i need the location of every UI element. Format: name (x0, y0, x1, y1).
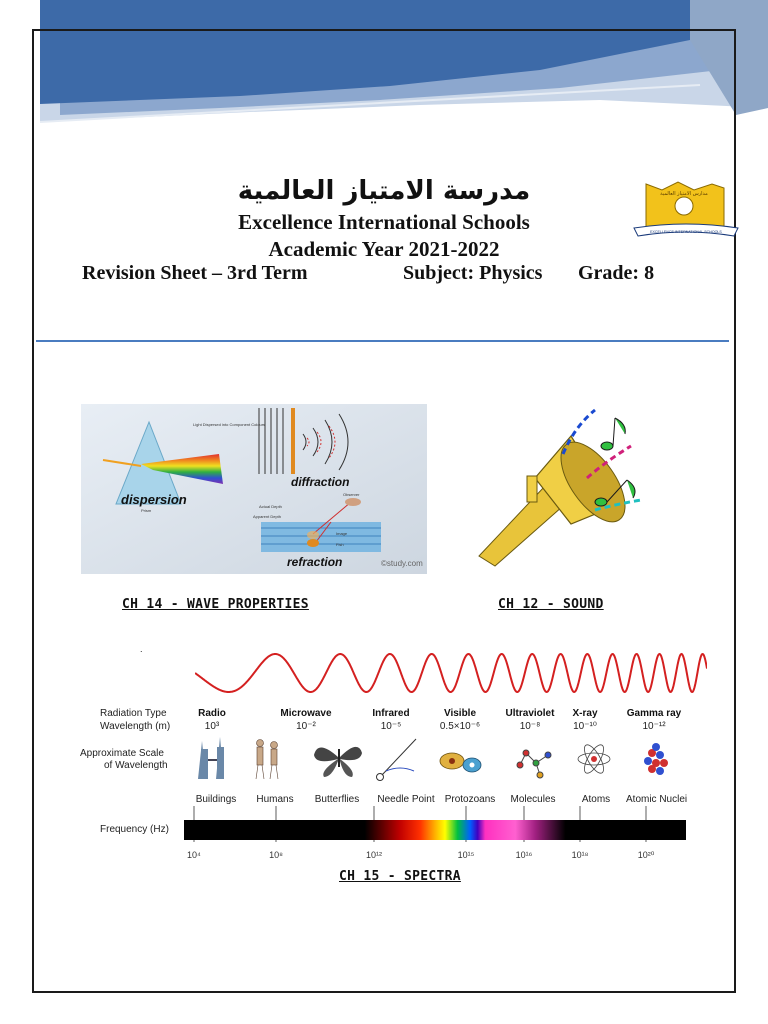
em-wave-line (195, 654, 707, 692)
diffraction-label: diffraction (291, 475, 350, 489)
radiation-wavelength: 10⁻⁸ (519, 721, 541, 732)
scale-label-atomic-nuclei: Atomic Nuclei (626, 794, 688, 805)
buildings-icon (198, 737, 224, 779)
frequency-tick: 10¹⁶ (515, 850, 533, 860)
radiation-wavelength: 0.5×10⁻⁶ (439, 721, 481, 732)
study-watermark: ©study.com (381, 559, 423, 568)
wave-properties-image (81, 404, 427, 574)
radiation-type-name: Visible (443, 708, 477, 719)
atom-icon (578, 742, 610, 776)
scale-label: Humans (256, 794, 294, 805)
frequency-tick: 10¹⁸ (571, 850, 589, 860)
radiation-wavelength: 10⁻¹⁰ (573, 721, 597, 732)
ch12-caption: CH 12 - SOUND (498, 597, 604, 612)
nucleus-icon (644, 743, 668, 775)
wavelength-label: Wavelength (m) (100, 721, 171, 732)
fish-shape (307, 539, 319, 547)
protozoans-icon (440, 753, 481, 772)
frequency-tick: 10¹² (365, 850, 382, 860)
butterfly-icon (314, 747, 362, 777)
radiation-type-name: Infrared (372, 708, 410, 719)
scale-label-2: of Wavelength (104, 760, 168, 771)
scale-label: Buildings (195, 794, 237, 805)
radiation-type-name: Gamma ray (626, 708, 682, 719)
frequency-spectrum-bar (184, 820, 686, 840)
school-name: Excellence International Schools (238, 210, 530, 234)
funnel-handle (527, 476, 537, 502)
dispersion-caption: dispersion (121, 492, 187, 507)
molecules-icon (517, 750, 551, 778)
radiation-wavelength: 10⁻¹² (642, 721, 666, 732)
frequency-bar (180, 806, 688, 842)
stray-dot: . (140, 644, 143, 654)
observer-eye (345, 498, 361, 506)
scale-label: Needle Point (377, 794, 435, 805)
frequency-tick: 10¹⁵ (457, 850, 475, 860)
scale-label: Atoms (581, 794, 611, 805)
frequency-tick: 10²⁰ (637, 850, 655, 860)
scale-icons (190, 735, 710, 785)
subject-label: Subject: Physics (403, 262, 543, 284)
radiation-wavelength: 10⁻⁵ (380, 721, 402, 732)
header-divider (36, 340, 729, 342)
ch14-caption: CH 14 - WAVE PROPERTIES (122, 597, 309, 612)
scale-label: Molecules (510, 794, 556, 805)
em-wave (195, 648, 707, 698)
fish-label: Fish (336, 542, 344, 547)
ch15-caption: CH 15 - SPECTRA (339, 869, 461, 884)
grade-label: Grade: 8 (578, 262, 655, 284)
observer-label: Observer (343, 492, 360, 497)
frequency-tick: 10⁸ (269, 850, 283, 860)
scale-label-1: Approximate Scale (80, 748, 164, 759)
frequency-tick: 10⁴ (187, 850, 201, 860)
light-dispersed-label: Light Dispersed into Component Colours (193, 422, 266, 427)
scale-label: Butterflies (314, 794, 360, 805)
radiation-type-name: Microwave (280, 708, 332, 719)
scale-label: Protozoans (444, 794, 496, 805)
apparent-depth-label: Apparent Depth (253, 514, 282, 519)
radiation-wavelength: 10⁻² (296, 721, 316, 732)
radiation-wavelength: 10³ (204, 721, 220, 732)
diffraction-barrier (291, 408, 295, 474)
refraction-label: refraction (287, 555, 343, 569)
actual-depth-label: Actual Depth (259, 504, 282, 509)
humans-icon (256, 740, 278, 780)
prism-label: Prism (141, 508, 152, 513)
image-label: Image (336, 531, 348, 536)
radiation-type-name: Ultraviolet (505, 708, 555, 719)
logo-arabic-text: مدارس الامتياز العالمية (660, 191, 708, 197)
needle-icon (377, 739, 417, 781)
radiation-type-label: Radiation Type (100, 708, 167, 719)
arabic-title: مدرسة الامتياز العالمية (237, 176, 531, 206)
music-note-1 (601, 418, 625, 450)
revision-sheet-title: Revision Sheet – 3rd Term (82, 262, 308, 284)
logo-english-text: EXCELLENCE INTERNATIONAL SCHOOLS (650, 230, 722, 234)
radiation-type-name: X-ray (572, 708, 598, 719)
sound-funnel-image (475, 406, 650, 576)
frequency-label: Frequency (Hz) (100, 824, 169, 835)
fish-image-shape (307, 531, 319, 539)
water-body (261, 522, 381, 552)
academic-year: Academic Year 2021-2022 (268, 237, 500, 261)
radiation-type-name: Radio (198, 708, 226, 719)
